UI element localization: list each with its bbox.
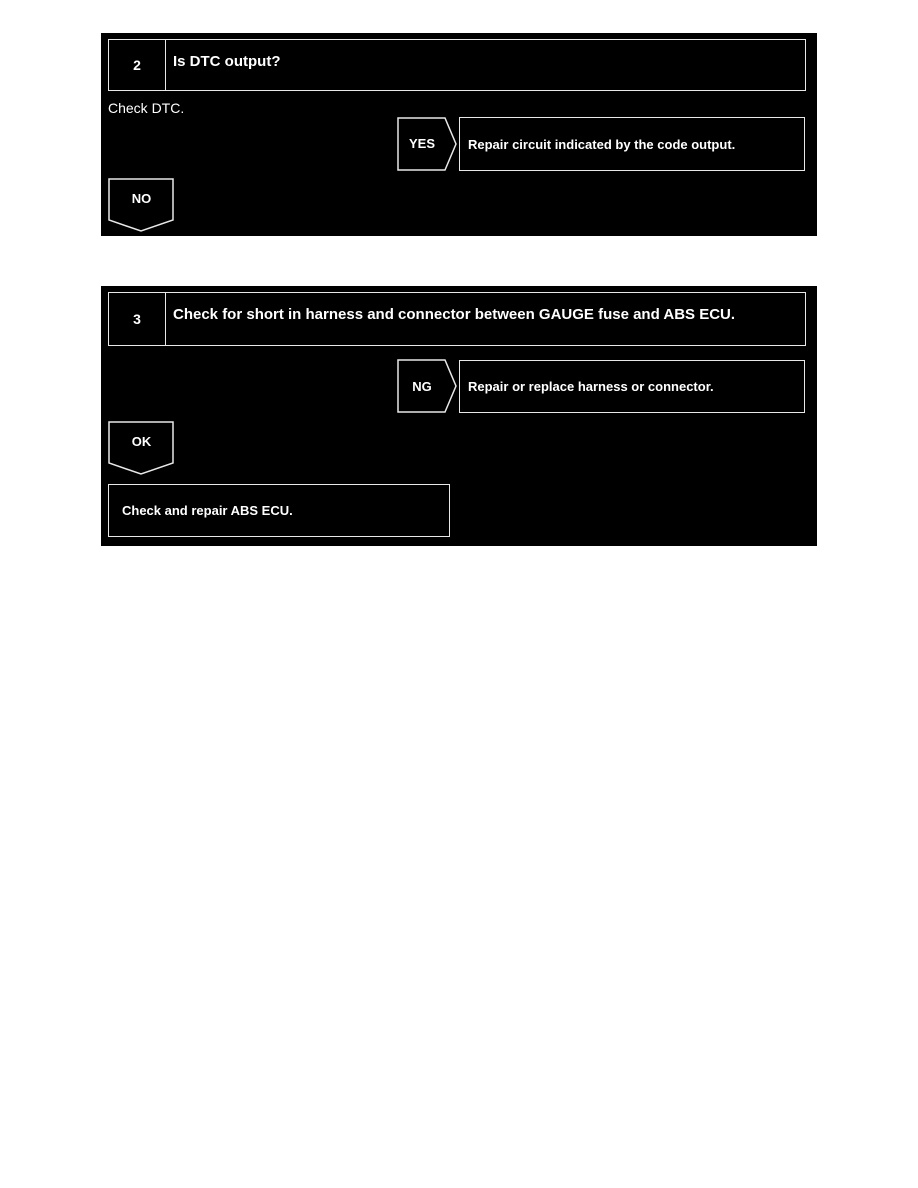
step-2-panel [101,33,817,236]
no-label: NO [131,191,152,206]
ng-label: NG [412,379,432,394]
yes-label: YES [408,136,435,151]
no-arrow-tag [108,178,175,234]
step-3-panel [101,286,817,546]
ok-arrow-tag [108,421,175,477]
step-2-number: 2 [109,40,166,90]
ng-result-box: Repair or replace harness or connector. [459,360,805,413]
yes-result-box: Repair circuit indicated by the code output. [459,117,805,171]
ok-label: OK [131,434,152,449]
step-3-title: Check for short in harness and connector between GAUGE fuse and ABS ECU. [173,306,736,323]
step-2-instruction: Check DTC. [108,100,185,116]
step-2-title: Is DTC output? [173,53,281,70]
step-2-header [108,39,806,91]
step-3-number: 3 [109,293,166,345]
ok-result-box: Check and repair ABS ECU. [108,484,450,537]
step-3-header [108,292,806,346]
